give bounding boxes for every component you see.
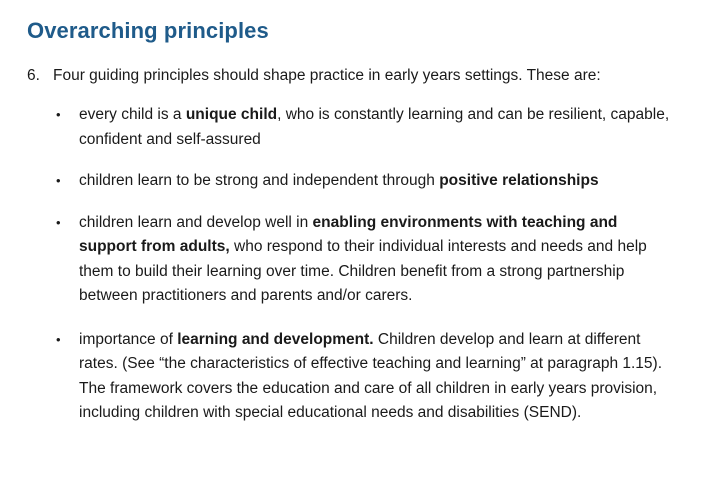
list-item-text-after: who respond to their individual interests and needs and help them to build their learning over time. Children benefit from a strong partnership between practitioners and parents and/or carers.	[79, 238, 647, 304]
list-item-positive-relationships	[52, 169, 672, 194]
principles-list	[52, 103, 672, 426]
section-heading: Overarching principles	[27, 18, 269, 43]
list-item-text-before: children learn to be strong and independent through	[79, 172, 440, 189]
list-item-text-after: Children develop and learn at different rates. (See “the characteristics of effective teaching and learning” at paragraph 1.15). The framework covers the education and care of all children in early years provision, including children with special educational needs and disabilities (SEND).	[79, 330, 663, 421]
list-item-emphasis: learning and development.	[177, 330, 374, 348]
list-item-learning-development	[52, 328, 672, 426]
paragraph-number: 6.	[27, 67, 40, 84]
list-item-text-before: every child is a	[79, 106, 186, 123]
intro-paragraph	[27, 64, 601, 88]
bullet-icon: •	[56, 107, 61, 122]
intro-text: Four guiding principles should shape practice in early years settings. These are:	[53, 67, 601, 84]
list-item-enabling-environments	[52, 211, 672, 309]
list-item-emphasis: unique child	[185, 106, 278, 123]
list-item-text-before: importance of	[79, 330, 178, 348]
list-item-unique-child	[52, 103, 672, 152]
list-item-text-after: , who is constantly learning and can be resilient, capable, confident and self-assured	[79, 106, 670, 148]
list-item-emphasis: positive relationships	[439, 172, 599, 189]
list-item-emphasis: enabling environments with teaching and support from adults,	[79, 213, 618, 255]
list-item-text-before: children learn and develop well in	[79, 213, 313, 231]
bullet-icon: •	[56, 331, 61, 347]
bullet-icon: •	[56, 214, 61, 230]
bullet-icon: •	[56, 173, 61, 188]
